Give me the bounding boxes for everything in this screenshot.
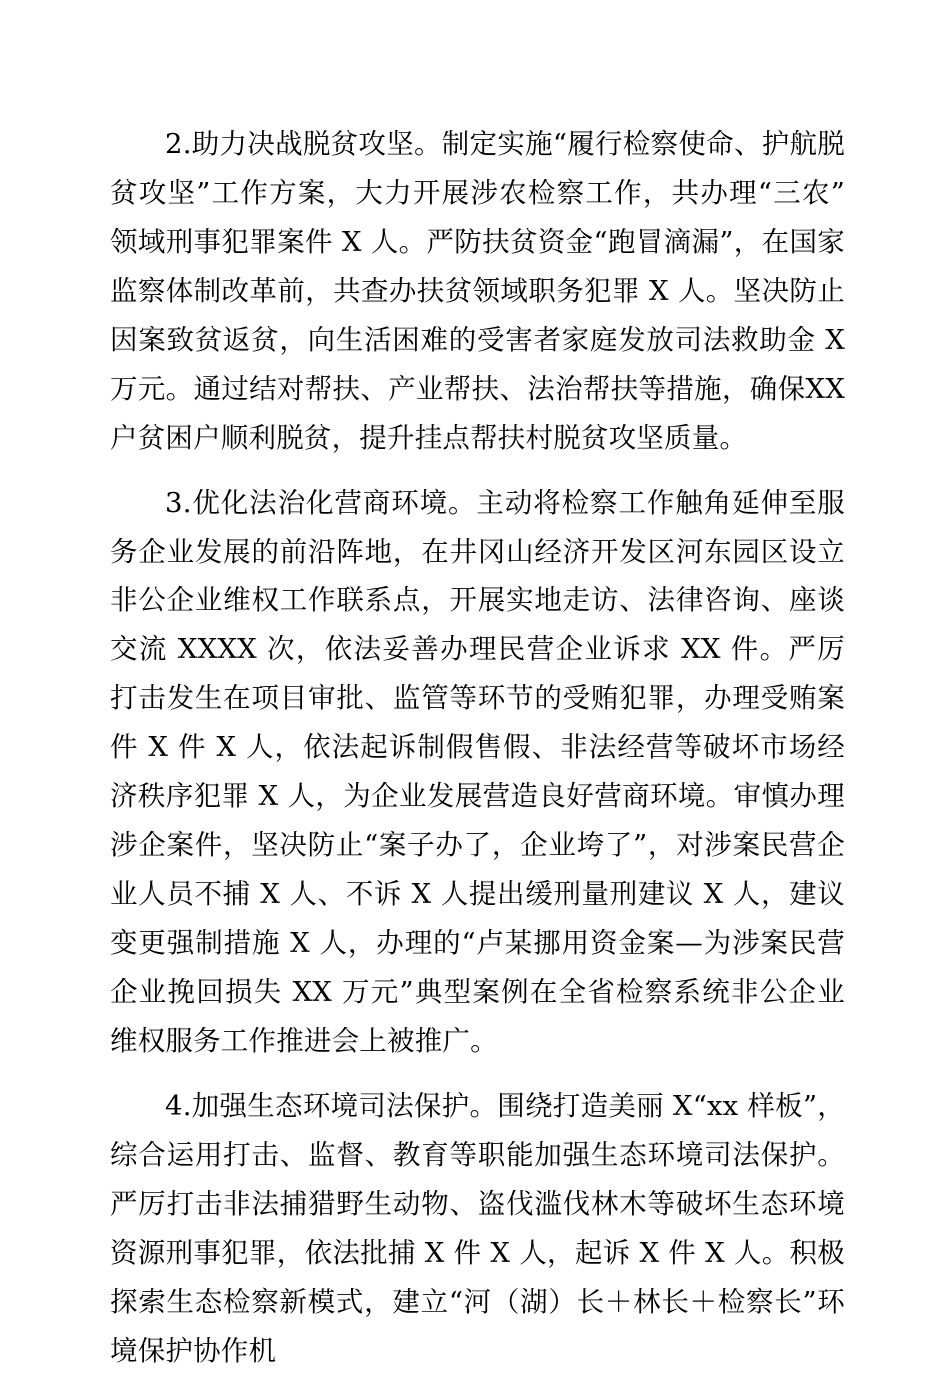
paragraph-3: 3.优化法治化营商环境。主动将检察工作触角延伸至服务企业发展的前沿阵地，在井冈山经济开发区河东园区设立非公企业维权工作联系点，开展实地走访、法律咨询、座谈交流 XXXX 次，依法妥善办理民营企业诉求 XX 件。严厉打击发生在项目审批、监管等环节的受贿犯罪，办理受贿案件 X 件 X 人，依法起诉制假售假、非法经营等破坏市场经济秩序犯罪 X 人，为企业发展营造良好营商环境。审慎办理涉企案件，坚决防止“案子办了，企业垮了”，对涉案民营企业人员不捕 X 人、不诉 X 人提出缓刑量刑建议 X 人，建议变更强制措施 X 人，办理的“卢某挪用资金案—为涉案民营企业挽回损失 XX 万元”典型案例在全省检察系统非公企业维权服务工作推进会上被推广。: [110, 486, 845, 1057]
paragraph-2: 2.助力决战脱贫攻坚。制定实施“履行检察使命、护航脱贫攻坚”工作方案，大力开展涉农检察工作，共办理“三农”领域刑事犯罪案件 X 人。严防扶贫资金“跑冒滴漏”，在国家监察体制改革前，共查办扶贫领域职务犯罪 X 人。坚决防止因案致贫返贫，向生活困难的受害者家庭发放司法救助金 X 万元。通过结对帮扶、产业帮扶、法治帮扶等措施，确保XX户贫困户顺利脱贫，提升挂点帮扶村脱贫攻坚质量。: [110, 128, 845, 454]
document-body: [110, 120, 845, 1375]
paragraph-4: 4.加强生态环境司法保护。围绕打造美丽 X“xx 样板”，综合运用打击、监督、教育等职能加强生态环境司法保护。严厉打击非法捕猎野生动物、盗伐滥伐林木等破坏生态环境资源刑事犯罪，依法批捕 X 件 X 人，起诉 X 件 X 人。积极探索生态检察新模式，建立“河（湖）长＋林长＋检察长”环境保护协作机: [110, 1089, 845, 1367]
